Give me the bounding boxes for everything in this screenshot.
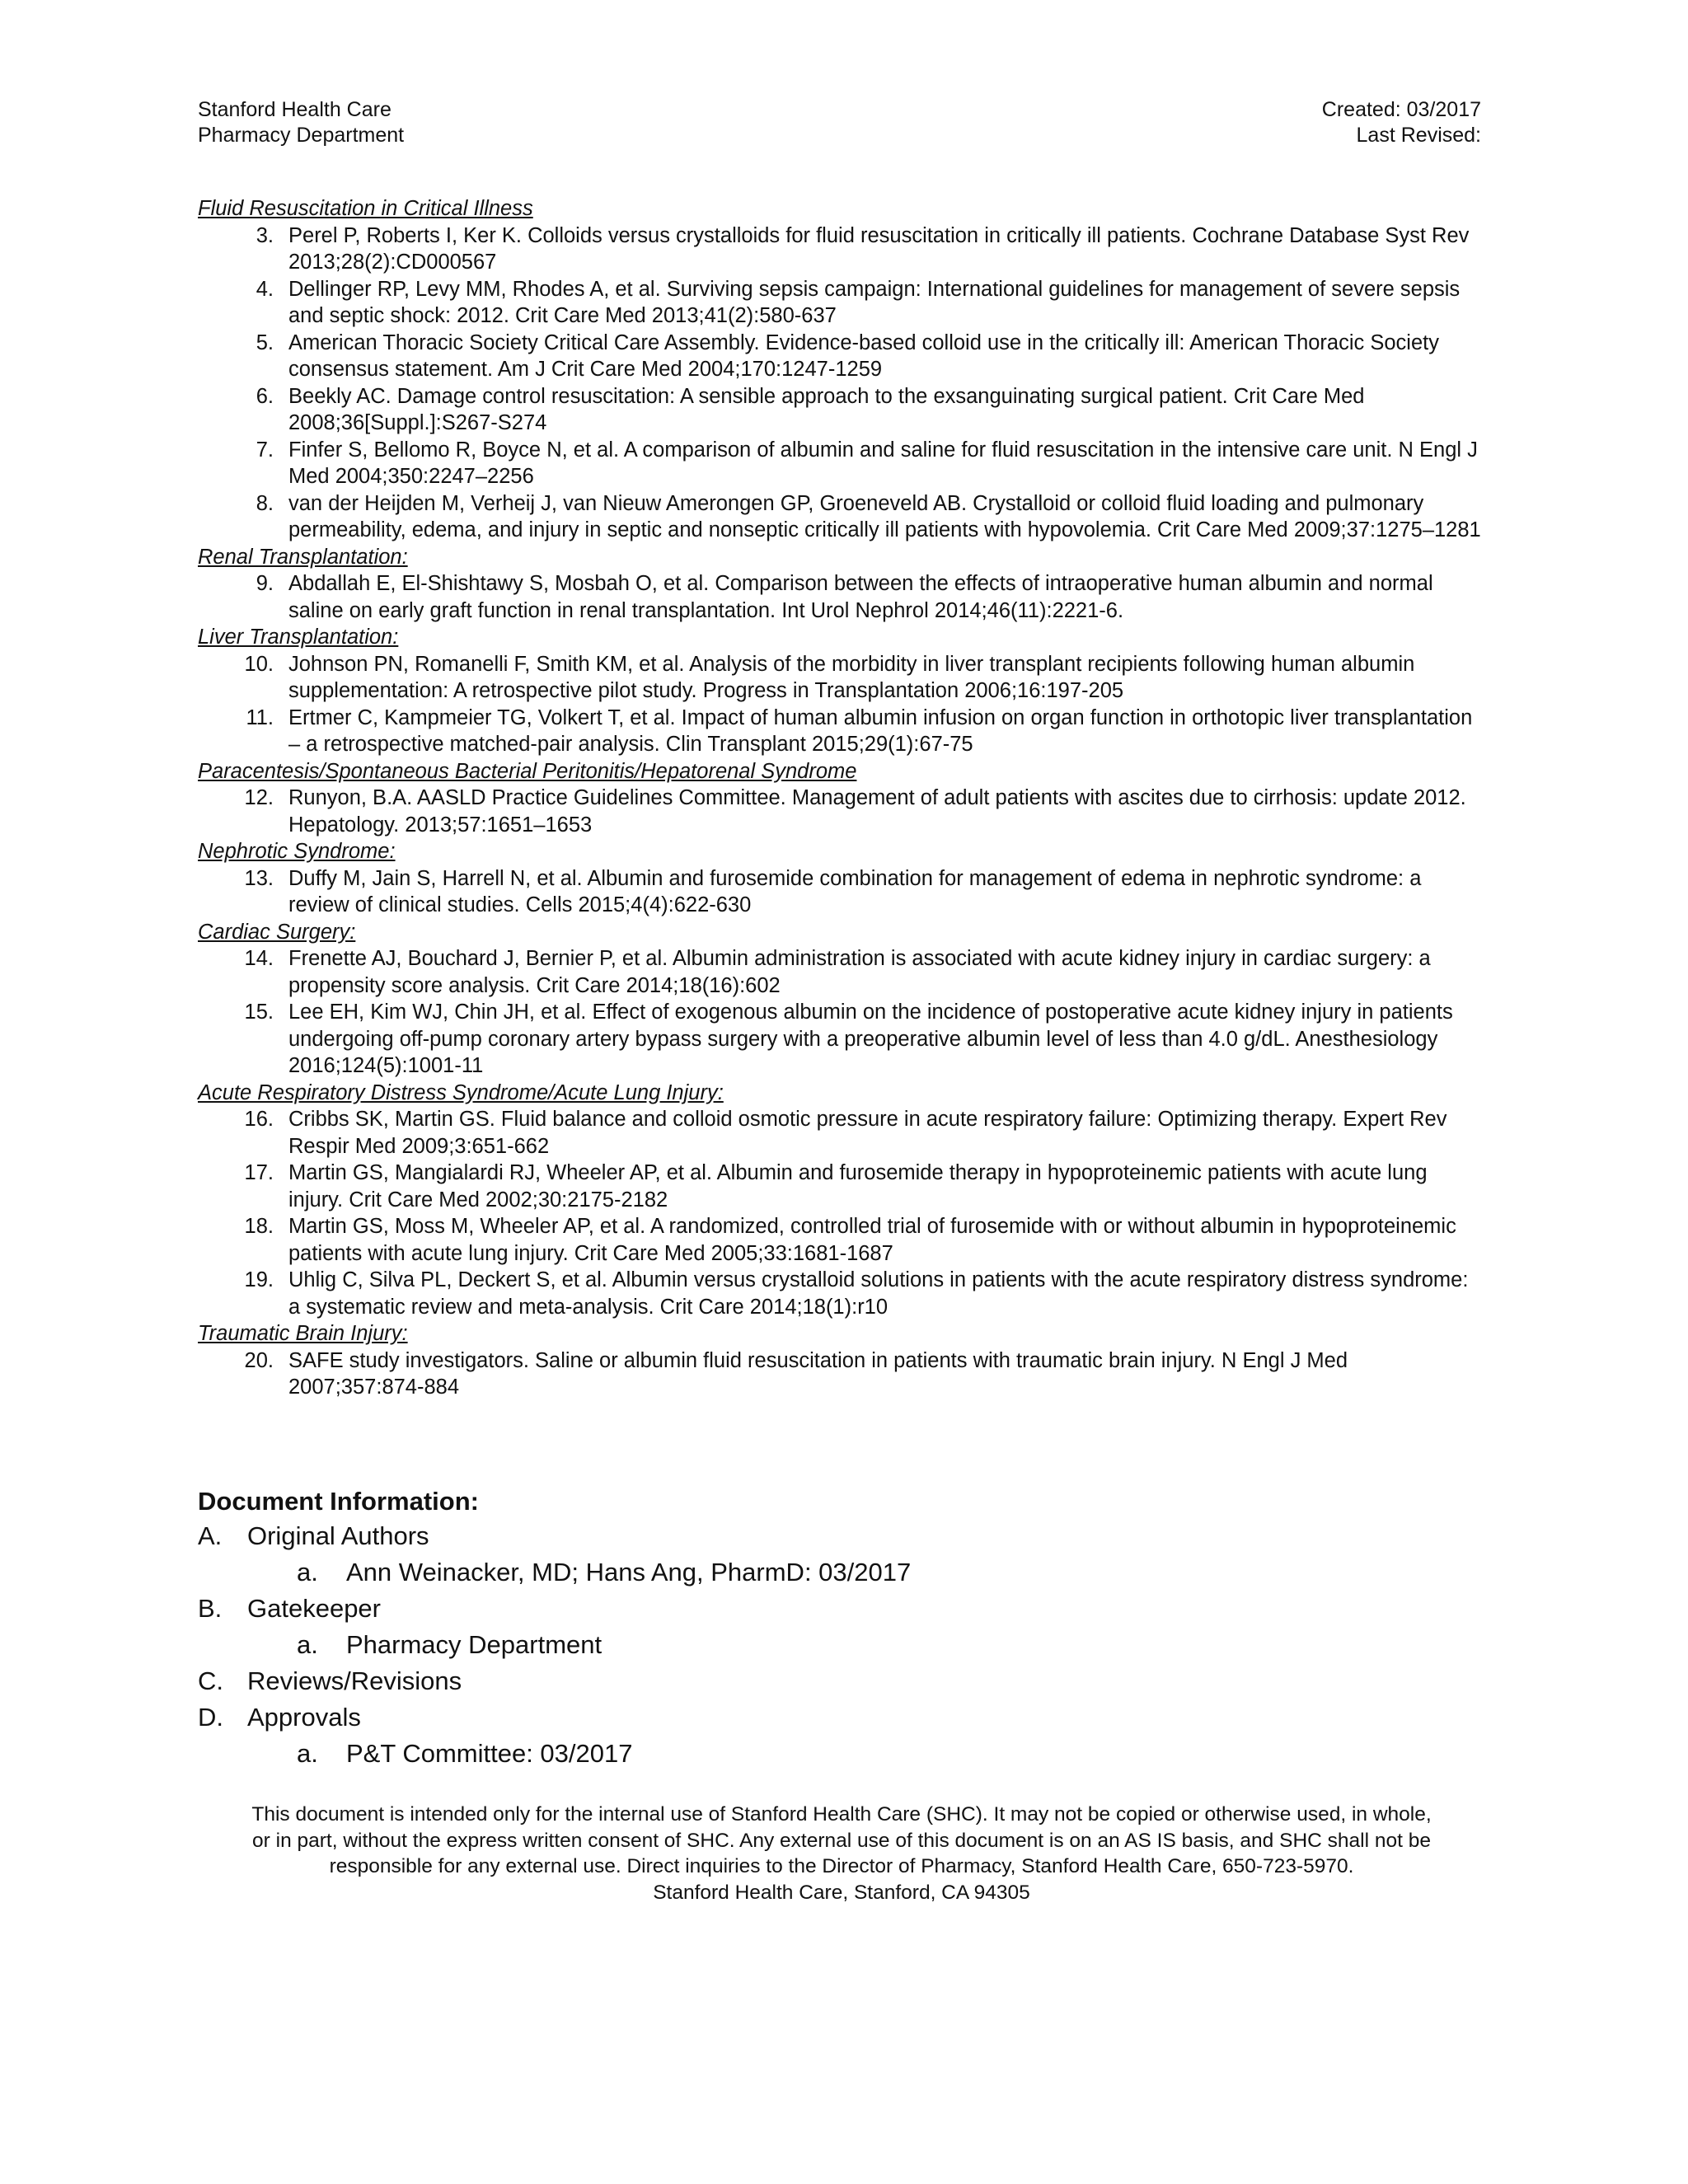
reference-number: 20. <box>244 1348 274 1372</box>
document-info-subitem-text: Pharmacy Department <box>346 1630 603 1659</box>
reference-text: Beekly AC. Damage control resuscitation: A sensible approach to the exsanguinating surgical patient. Crit Care Med 2008;36[Suppl.]:S267-S274 <box>288 384 1365 434</box>
reference-item <box>198 1106 1484 1160</box>
header-left <box>198 97 404 148</box>
reference-number: 17. <box>244 1161 274 1184</box>
reference-number: 6. <box>256 384 274 408</box>
reference-section-title: Fluid Resuscitation in Critical Illness <box>198 197 533 220</box>
document-info-subitem-text: P&T Committee: 03/2017 <box>346 1739 633 1768</box>
document-info-item <box>198 1518 1484 1554</box>
reference-section-title: Acute Respiratory Distress Syndrome/Acute Lung Injury: <box>198 1080 724 1104</box>
reference-item <box>198 945 1484 999</box>
header-created: Created: 03/2017 <box>1321 98 1481 121</box>
reference-section <box>198 838 1484 919</box>
document-information-heading: Document Information: <box>198 1487 479 1516</box>
reference-text: Lee EH, Kim WJ, Chin JH, et al. Effect of exogenous albumin on the incidence of postoperative acute kidney injury in patients undergoing off-pump coronary artery bypass surgery with a preoperative albumin level of less than 4.0 g/dL. Anesthesiology 2016;124(5):1001-11 <box>288 1001 1453 1077</box>
reference-text: Ertmer C, Kampmeier TG, Volkert T, et al. Impact of human albumin infusion on organ function in orthotopic liver transplantation – a retrospective matched-pair analysis. Clin Transplant 2015;29(1):67-75 <box>288 705 1473 756</box>
reference-text: Johnson PN, Romanelli F, Smith KM, et al. Analysis of the morbidity in liver transplant recipients following human albumin supplementation: A retrospective pilot study. Progress in Transplantation 2006;16:197-205 <box>288 652 1415 702</box>
reference-number: 8. <box>256 491 274 515</box>
reference-number: 15. <box>244 1001 274 1024</box>
reference-section <box>198 919 1484 1080</box>
reference-section-title: Traumatic Brain Injury: <box>198 1322 408 1345</box>
reference-section-title: Paracentesis/Spontaneous Bacterial Peritonitis/Hepatorenal Syndrome <box>198 759 857 783</box>
reference-item <box>198 651 1484 705</box>
document-info-subitem <box>198 1627 1484 1663</box>
reference-item <box>198 705 1484 758</box>
reference-item <box>198 999 1484 1080</box>
header-org: Stanford Health Care <box>198 98 392 121</box>
reference-section <box>198 758 1484 839</box>
reference-text: van der Heijden M, Verheij J, van Nieuw Amerongen GP, Groeneveld AB. Crystalloid or colloid fluid loading and pulmonary permeability, edema, and injury in septic and nonseptic critically ill patients with hypovolemia. Crit Care Med 2009;37:1275–1281 <box>288 491 1481 541</box>
reference-text: American Thoracic Society Critical Care Assembly. Evidence-based colloid use in the critically ill: American Thoracic Society consensus statement. Am J Crit Care Med 2004;170:1247-1259 <box>288 330 1439 381</box>
reference-number: 3. <box>256 223 274 247</box>
reference-section-title: Cardiac Surgery: <box>198 920 356 944</box>
document-info-subitem-letter: a. <box>297 1558 318 1586</box>
references-list <box>198 195 1484 1401</box>
reference-item <box>198 1347 1484 1401</box>
reference-section <box>198 544 1484 625</box>
reference-section <box>198 195 1484 544</box>
document-info-item <box>198 1591 1484 1627</box>
document-info-subitem-text: Ann Weinacker, MD; Hans Ang, PharmD: 03/2017 <box>346 1558 912 1586</box>
reference-text: Martin GS, Mangialardi RJ, Wheeler AP, et al. Albumin and furosemide therapy in hypoproteinemic patients with acute lung injury. Crit Care Med 2002;30:2175-2182 <box>288 1161 1428 1212</box>
document-info-label: Reviews/Revisions <box>247 1666 462 1695</box>
reference-text: Finfer S, Bellomo R, Boyce N, et al. A comparison of albumin and saline for fluid resuscitation in the intensive care unit. N Engl J Med 2004;350:2247–2256 <box>288 438 1478 488</box>
reference-text: Perel P, Roberts I, Ker K. Colloids versus crystalloids for fluid resuscitation in critically ill patients. Cochrane Database Syst Rev 2013;28(2):CD000567 <box>288 223 1470 274</box>
reference-item <box>198 570 1484 624</box>
reference-item <box>198 1213 1484 1267</box>
reference-item <box>198 1267 1484 1320</box>
reference-number: 4. <box>256 277 274 301</box>
reference-number: 7. <box>256 438 274 462</box>
reference-number: 5. <box>256 330 274 354</box>
reference-text: Dellinger RP, Levy MM, Rhodes A, et al. Surviving sepsis campaign: International guidelines for management of severe sepsis and septic shock: 2012. Crit Care Med 2013;41(2):580-637 <box>288 277 1461 327</box>
reference-text: Cribbs SK, Martin GS. Fluid balance and colloid osmotic pressure in acute respiratory failure: Optimizing therapy. Expert Rev Respir Med 2009;3:651-662 <box>288 1108 1447 1158</box>
document-information <box>198 1485 1484 1772</box>
document-info-label: Original Authors <box>247 1521 429 1550</box>
document-info-item <box>198 1699 1484 1736</box>
reference-section <box>198 1320 1484 1401</box>
footer-line: This document is intended only for the internal use of Stanford Health Care (SHC). It may not be copied or otherwise used, in whole, <box>251 1803 1432 1825</box>
footer-line: responsible for any external use. Direct inquiries to the Director of Pharmacy, Stanford Health Care, 650-723-5970. <box>329 1855 1354 1877</box>
document-info-subitem <box>198 1736 1484 1772</box>
header-right <box>1322 97 1481 148</box>
document-info-letter: C. <box>198 1666 223 1695</box>
reference-item <box>198 490 1484 544</box>
footer-address: Stanford Health Care, Stanford, CA 94305 <box>653 1881 1030 1904</box>
reference-number: 19. <box>244 1268 274 1291</box>
footer-disclaimer <box>198 1802 1485 1905</box>
reference-number: 13. <box>244 866 274 890</box>
reference-item <box>198 276 1484 330</box>
reference-text: Duffy M, Jain S, Harrell N, et al. Albumin and furosemide combination for management of edema in nephrotic syndrome: a review of clinical studies. Cells 2015;4(4):622-630 <box>288 866 1422 916</box>
reference-text: Abdallah E, El-Shishtawy S, Mosbah O, et al. Comparison between the effects of intraoperative human albumin and normal saline on early graft function in renal transplantation. Int Urol Nephrol 2014;46(11):2221-6. <box>288 572 1433 622</box>
reference-item <box>198 865 1484 919</box>
document-info-label: Approvals <box>247 1703 361 1732</box>
reference-section-title: Renal Transplantation: <box>198 545 408 569</box>
document-info-letter: D. <box>198 1703 223 1732</box>
document-info-item <box>198 1663 1484 1699</box>
document-information-items <box>198 1518 1484 1772</box>
reference-number: 11. <box>246 705 274 729</box>
document-info-subitem-letter: a. <box>297 1630 318 1659</box>
reference-number: 10. <box>244 652 274 676</box>
reference-text: Uhlig C, Silva PL, Deckert S, et al. Albumin versus crystalloid solutions in patients with the acute respiratory distress syndrome: a systematic review and meta-analysis. Crit Care 2014;18(1):r10 <box>288 1268 1469 1319</box>
footer-line: or in part, without the express written consent of SHC. Any external use of this document is on an AS IS basis, and SHC shall not be <box>252 1829 1431 1852</box>
reference-number: 18. <box>244 1215 274 1238</box>
document-info-subitem-letter: a. <box>297 1739 318 1768</box>
reference-item <box>198 785 1484 838</box>
reference-section <box>198 1080 1484 1321</box>
header-department: Pharmacy Department <box>198 124 405 147</box>
document-info-letter: B. <box>198 1594 223 1623</box>
document-info-letter: A. <box>198 1521 223 1550</box>
document-info-subitem <box>198 1554 1484 1591</box>
reference-text: Frenette AJ, Bouchard J, Bernier P, et al. Albumin administration is associated with acute kidney injury in cardiac surgery: a propensity score analysis. Crit Care 2014;18(16):602 <box>288 947 1431 997</box>
reference-text: Martin GS, Moss M, Wheeler AP, et al. A randomized, controlled trial of furosemide with or without albumin in hypoproteinemic patients with acute lung injury. Crit Care Med 2005;33:1681-1687 <box>288 1215 1456 1265</box>
reference-number: 16. <box>244 1108 274 1131</box>
reference-text: Runyon, B.A. AASLD Practice Guidelines Committee. Management of adult patients with ascites due to cirrhosis: update 2012. Hepatology. 2013;57:1651–1653 <box>288 786 1466 837</box>
document-info-label: Gatekeeper <box>247 1594 381 1623</box>
reference-item <box>198 330 1484 383</box>
header-last-revised: Last Revised: <box>1356 124 1481 147</box>
reference-item <box>198 1160 1484 1213</box>
reference-number: 12. <box>244 786 274 809</box>
reference-text: SAFE study investigators. Saline or albumin fluid resuscitation in patients with traumatic brain injury. N Engl J Med 2007;357:874-884 <box>288 1348 1348 1399</box>
reference-section-title: Nephrotic Syndrome: <box>198 840 396 863</box>
reference-number: 9. <box>256 572 274 595</box>
reference-item <box>198 383 1484 437</box>
reference-number: 14. <box>244 947 274 970</box>
reference-section <box>198 624 1484 758</box>
reference-item <box>198 437 1484 490</box>
reference-section-title: Liver Transplantation: <box>198 626 399 649</box>
reference-item <box>198 223 1484 276</box>
